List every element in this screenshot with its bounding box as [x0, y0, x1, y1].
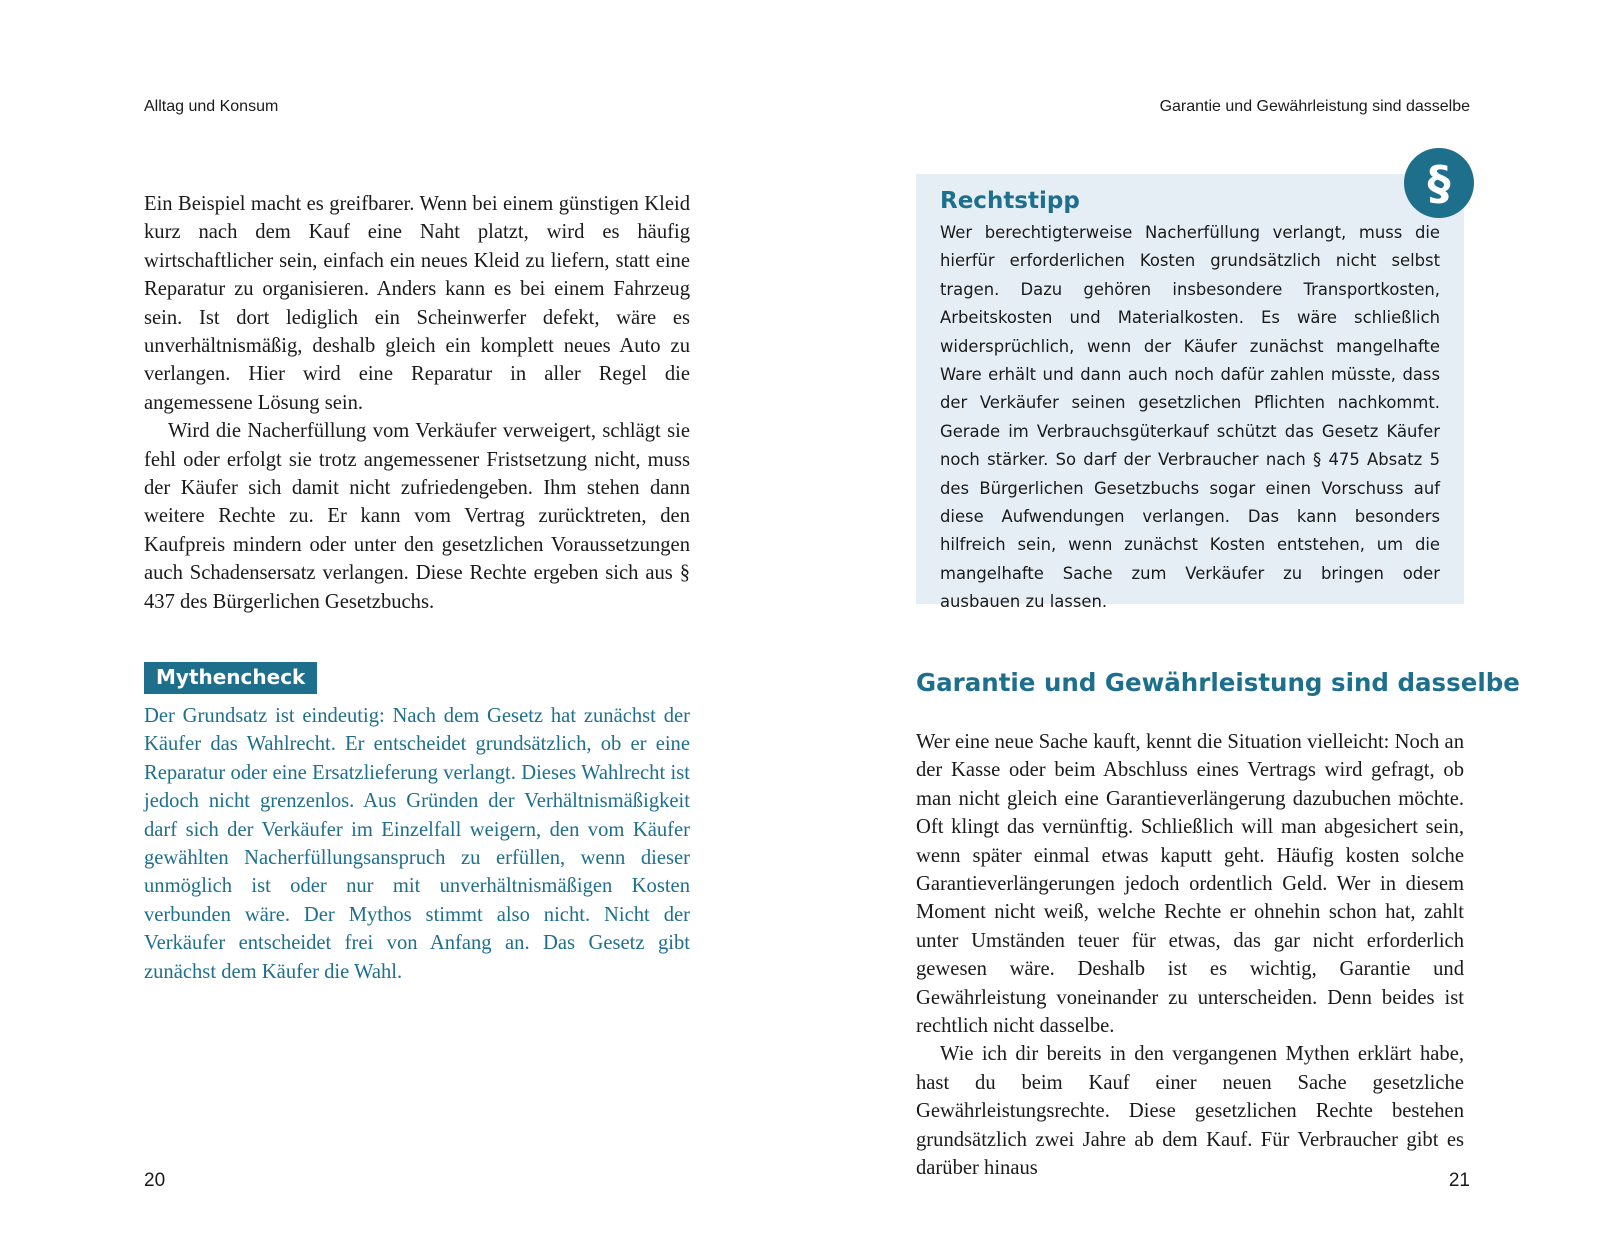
- paragraph: Wird die Nacherfüllung vom Verkäufer verweigert, schlägt sie fehl oder erfolgt sie trotz angemessener Fristsetzung nicht, muss der Käufer sich damit nicht zufriedengeben. Ihm stehen dann weitere Rechte zu. Er kann vom Vertrag zurücktreten, den Kaufpreis mindern oder unter den gesetzlichen Voraussetzungen auch Schadensersatz verlangen. Diese Rechte ergeben sich aus § 437 des Bürgerlichen Gesetzbuchs.: [144, 420, 690, 613]
- mythencheck-label: Mythencheck: [144, 662, 317, 694]
- paragraph: Der Grundsatz ist eindeutig: Nach dem Gesetz hat zunächst der Käufer das Wahlrecht. Er entscheidet grundsätzlich, ob er eine Reparatur oder eine Ersatzlieferung verlangt. Dieses Wahlrecht ist jedoch nicht grenzenlos. Aus Gründen der Verhältnismäßigkeit darf sich der Verkäufer im Einzelfall weigern, den vom Käufer gewählten Nacherfüllungsanspruch zu erfüllen, wenn dieser unmöglich ist oder nur mit unverhältnismäßigen Kosten verbunden wäre. Der Mythos stimmt also nicht. Nicht der Verkäufer entscheidet frei von Anfang an. Das Gesetz gibt zunächst dem Käufer die Wahl.: [144, 705, 690, 983]
- paragraph-sign-icon: §: [1404, 148, 1474, 218]
- rechtstipp-text: Wer berechtigterweise Nacherfüllung verlangt, muss die hierfür erforderlichen Kosten grundsätzlich nicht selbst tragen. Dazu gehören insbesondere Transportkosten, Arbeitskosten und Materialkosten. Es wäre schließlich widersprüchlich, wenn der Käufer zunächst mangelhafte Ware erhält und dann auch noch dafür zahlen müsste, dass der Verkäufer seinen gesetzlichen Pflichten nachkommt. Gerade im Verbrauchsgüterkauf schützt das Gesetz Käufer noch stärker. So darf der Verbraucher nach § 475 Absatz 5 des Bürgerlichen Gesetzbuchs sogar einen Vorschuss auf diese Aufwendungen verlangen. Das kann besonders hilfreich sein, wenn zunächst Kosten entstehen, um die mangelhafte Sache zum Verkäufer zu bringen oder ausbauen zu lassen.: [940, 223, 1440, 612]
- paragraph: Ein Beispiel macht es greifbarer. Wenn bei einem günstigen Kleid kurz nach dem Kauf eine Naht platzt, wird es häufig wirtschaftlicher sein, einfach ein neues Kleid zu liefern, statt eine Reparatur zu organisieren. Anders kann es bei einem Fahrzeug sein. Ist dort lediglich ein Scheinwerfer defekt, wäre es unverhältnismäßig, deshalb gleich ein komplett neues Auto zu verlangen. Hier wird eine Reparatur in aller Regel die angemessene Lösung sein.: [144, 193, 690, 414]
- running-head-right: Garantie und Gewährleistung sind dasselbe: [1159, 98, 1470, 115]
- right-page: [800, 0, 1600, 1257]
- running-head-left: Alltag und Konsum: [144, 98, 279, 115]
- left-body-text: [144, 190, 690, 616]
- rechtstipp-title: Rechtstipp: [940, 188, 1080, 214]
- page-number-left: 20: [144, 1170, 166, 1191]
- paragraph: Wie ich dir bereits in den vergangenen Mythen erklärt habe, hast du beim Kauf einer neuen Sache gesetzliche Gewährleistungsrechte. Diese gesetzlichen Rechte bestehen grundsätzlich zwei Jahre ab dem Kauf. Für Verbraucher gibt es darüber hinaus: [916, 1043, 1464, 1180]
- section-heading: Garantie und Gewährleistung sind dasselbe: [916, 668, 1520, 697]
- mythencheck-text: [144, 702, 690, 986]
- right-body-text: [916, 728, 1464, 1183]
- page-number-right: 21: [1448, 1170, 1470, 1191]
- paragraph: Wer eine neue Sache kauft, kennt die Situation vielleicht: Noch an der Kasse oder beim Abschluss eines Vertrags wird gefragt, ob man nicht gleich eine Garantieverlängerung dazubuchen möchte. Oft klingt das vernünftig. Schließlich will man abgesichert sein, wenn später einmal etwas kaputt geht. Häufig kosten solche Garantieverlängerungen jedoch ordentlich Geld. Wer in diesem Moment nicht weiß, welche Rechte er ohnehin schon hat, zahlt unter Umständen teuer für etwas, das gar nicht erforderlich gewesen wäre. Deshalb ist es wichtig, Garantie und Gewährleistung voneinander zu unterscheiden. Denn beides ist rechtlich nicht dasselbe.: [916, 731, 1464, 1038]
